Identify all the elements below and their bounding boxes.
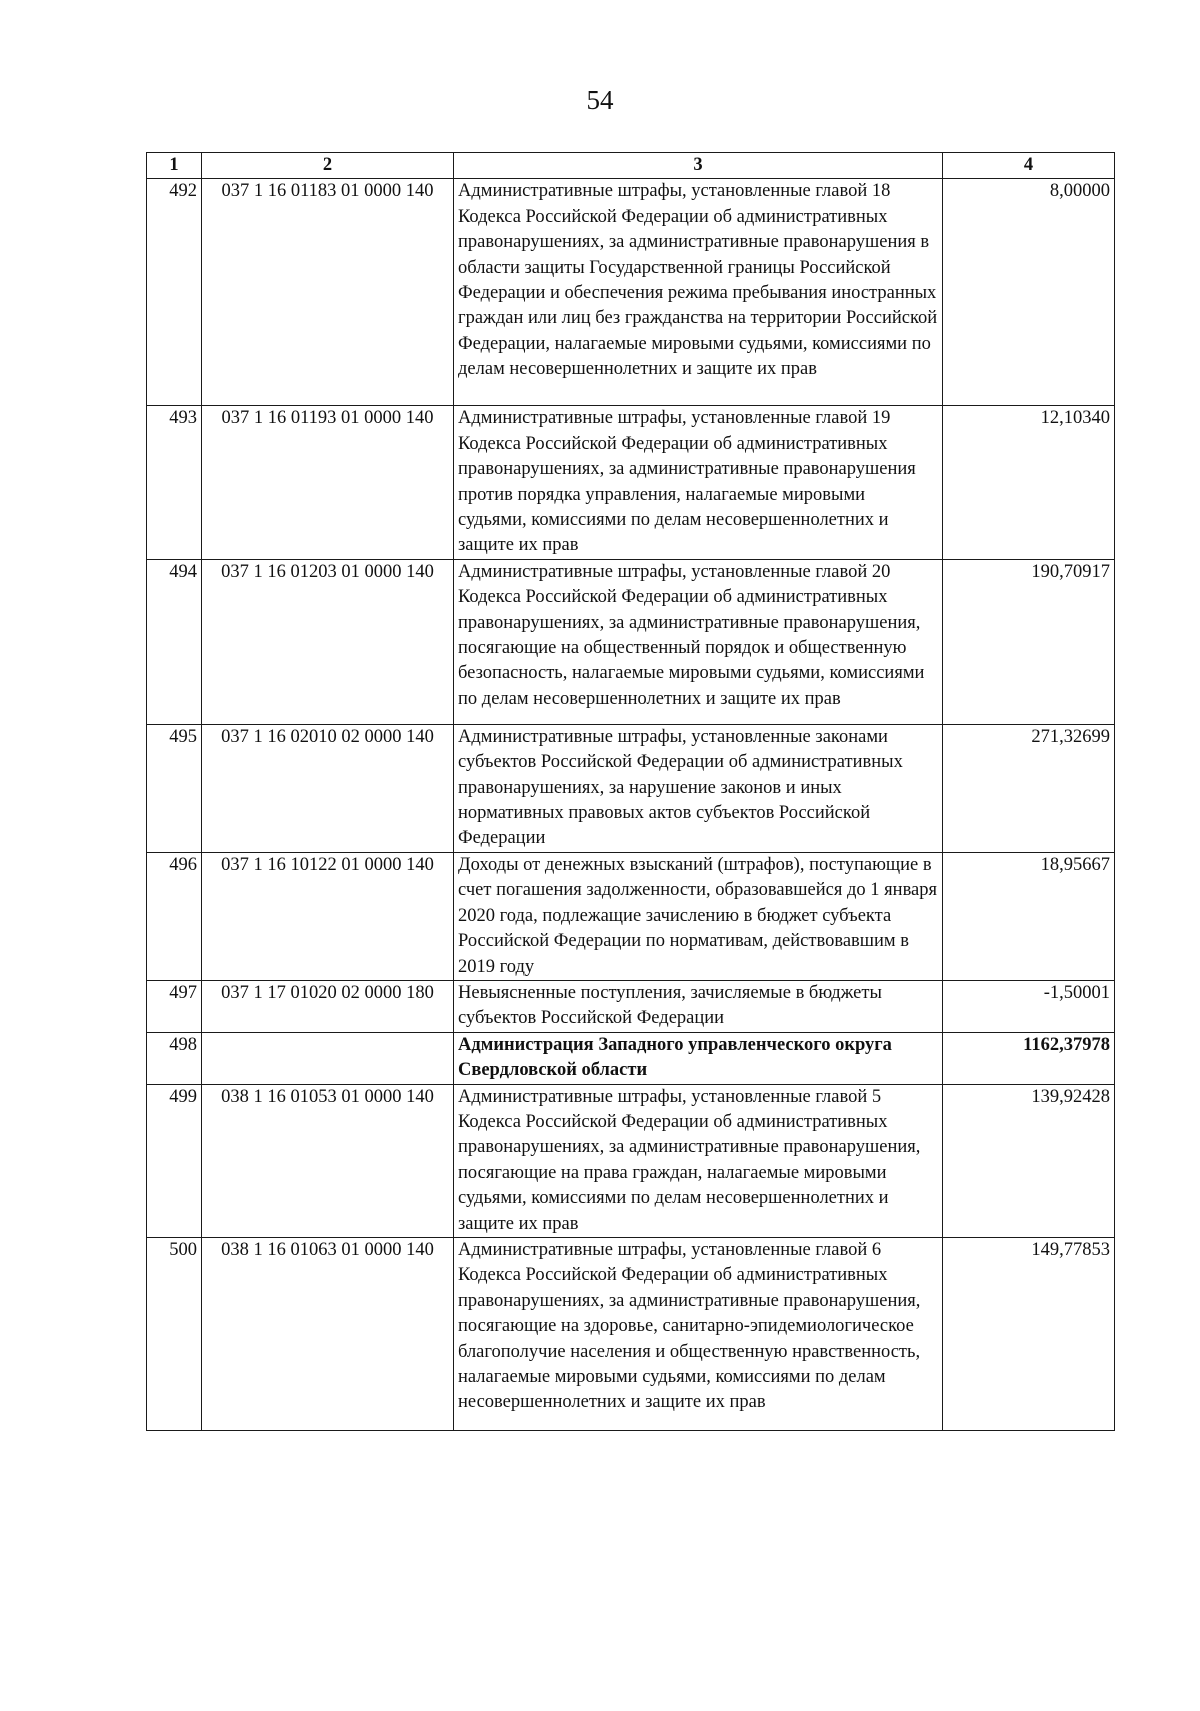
table-row — [147, 559, 1115, 724]
budget-classification-code: 038 1 16 01063 01 0000 140 — [202, 1237, 454, 1430]
table-row — [147, 852, 1115, 980]
revenue-description: Административные штрафы, установленные главой 18 Кодекса Российской Федерации об административных правонарушениях, за административные правонарушения в области защиты Государственной границы Российской Федерации и обеспечения режима пребывания иностранных граждан или лиц без гражданства на территории Российской Федерации, налагаемые мировыми судьями, комиссиями по делам несовершеннолетних и защите их прав — [454, 179, 943, 406]
revenue-description: Административные штрафы, установленные главой 20 Кодекса Российской Федерации об административных правонарушениях, за административные правонарушения, посягающие на общественный порядок и общественную безопасность, налагаемые мировыми судьями, комиссиями по делам несовершеннолетних и защите их прав — [454, 559, 943, 724]
amount-value: 18,95667 — [943, 852, 1115, 980]
row-number: 500 — [147, 1237, 202, 1430]
table-row — [147, 1032, 1115, 1084]
row-number: 493 — [147, 406, 202, 559]
budget-classification-code: 037 1 16 01193 01 0000 140 — [202, 406, 454, 559]
row-number: 495 — [147, 724, 202, 852]
column-header-name: 3 — [454, 153, 943, 179]
amount-value: 149,77853 — [943, 1237, 1115, 1430]
amount-value: 271,32699 — [943, 724, 1115, 852]
row-number: 494 — [147, 559, 202, 724]
revenue-description: Администрация Западного управленческого округа Свердловской области — [454, 1032, 943, 1084]
column-header-amount: 4 — [943, 153, 1115, 179]
amount-value: 12,10340 — [943, 406, 1115, 559]
table-row — [147, 1084, 1115, 1237]
revenue-description: Административные штрафы, установленные законами субъектов Российской Федерации об административных правонарушениях, за нарушение законов и иных нормативных правовых актов субъектов Российской Федерации — [454, 724, 943, 852]
budget-classification-code: 037 1 16 02010 02 0000 140 — [202, 724, 454, 852]
revenue-description: Административные штрафы, установленные главой 5 Кодекса Российской Федерации об административных правонарушениях, за административные правонарушения, посягающие на права граждан, налагаемые мировыми судьями, комиссиями по делам несовершеннолетних и защите их прав — [454, 1084, 943, 1237]
budget-classification-code — [202, 1032, 454, 1084]
revenue-description: Невыясненные поступления, зачисляемые в бюджеты субъектов Российской Федерации — [454, 980, 943, 1032]
table-row — [147, 1237, 1115, 1430]
revenue-description: Административные штрафы, установленные главой 6 Кодекса Российской Федерации об административных правонарушениях, за административные правонарушения, посягающие на здоровье, санитарно-эпидемиологическое благополучие населения и общественную нравственность, налагаемые мировыми судьями, комиссиями по делам несовершеннолетних и защите их прав — [454, 1237, 943, 1430]
revenue-description: Административные штрафы, установленные главой 19 Кодекса Российской Федерации об административных правонарушениях, за административные правонарушения против порядка управления, налагаемые мировыми судьями, комиссиями по делам несовершеннолетних и защите их прав — [454, 406, 943, 559]
budget-classification-code: 037 1 16 01203 01 0000 140 — [202, 559, 454, 724]
table-row — [147, 406, 1115, 559]
row-number: 497 — [147, 980, 202, 1032]
table-header-row — [147, 153, 1115, 179]
row-number: 498 — [147, 1032, 202, 1084]
amount-value: 190,70917 — [943, 559, 1115, 724]
table-row — [147, 724, 1115, 852]
column-header-number: 1 — [147, 153, 202, 179]
row-number: 496 — [147, 852, 202, 980]
table-body — [147, 179, 1115, 1431]
budget-classification-code: 037 1 16 01183 01 0000 140 — [202, 179, 454, 406]
revenue-table — [146, 152, 1115, 1431]
amount-value: -1,50001 — [943, 980, 1115, 1032]
amount-value: 8,00000 — [943, 179, 1115, 406]
table-row — [147, 980, 1115, 1032]
budget-classification-code: 038 1 16 01053 01 0000 140 — [202, 1084, 454, 1237]
budget-classification-code: 037 1 17 01020 02 0000 180 — [202, 980, 454, 1032]
budget-classification-code: 037 1 16 10122 01 0000 140 — [202, 852, 454, 980]
revenue-description: Доходы от денежных взысканий (штрафов), поступающие в счет погашения задолженности, образовавшейся до 1 января 2020 года, подлежащие зачислению в бюджет субъекта Российской Федерации по нормативам, действовавшим в 2019 году — [454, 852, 943, 980]
row-number: 499 — [147, 1084, 202, 1237]
table-row — [147, 179, 1115, 406]
column-header-code: 2 — [202, 153, 454, 179]
row-number: 492 — [147, 179, 202, 406]
amount-value: 1162,37978 — [943, 1032, 1115, 1084]
amount-value: 139,92428 — [943, 1084, 1115, 1237]
page-number: 54 — [586, 85, 614, 115]
